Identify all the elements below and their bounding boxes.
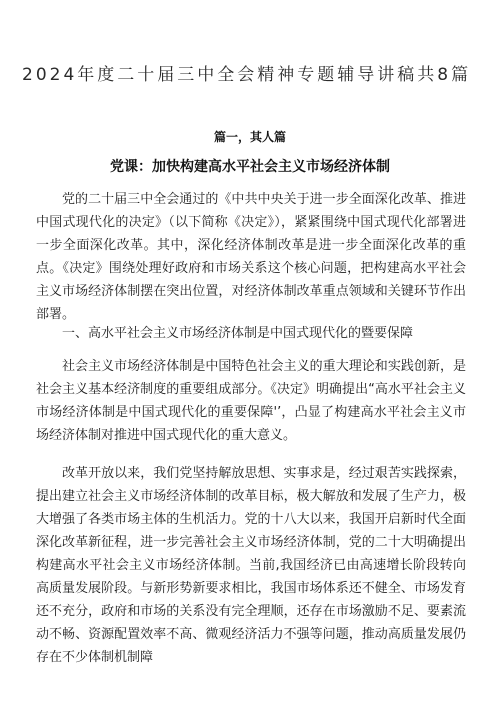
body-paragraph: 社会主义市场经济体制是中国特色社会主义的重大理论和实践创新，是社会主义基本经济制度的重要组成部分。《决定》明确提出“高水平社会主义市场经济体制是中国式现代化的重要保障'’，凸显了构建高水平社会主义市场经济体制对推进中国式现代化的重大意义。 [36,359,466,443]
document-title: 2024年度二十届三中全会精神专题辅导讲稿共8篇 [22,65,472,85]
subsection-heading: 一、高水平社会主义市场经济体制是中国式现代化的暨要保障 [62,326,414,341]
body-paragraph: 改革开放以来，我们党坚持解放思想、实事求是，经过艰苦实践探索，提出建立社会主义市场经济体制的改革目标，极大解放和发展了生产力，极大增强了各类市场主体的生机活力。党的十八大以来，我国开启新时代全面深化改革新征程，进一步完善社会主义市场经济体制，党的二十大明确提出构建高水平社会主义市场经济体制。当前,我国经济已由高速增长阶段转向高质量发展阶段。与新形势新要求相比，我国市场体系还不健全、市场发育还不充分，政府和市场的关系没有完全理顺，还存在市场激励不足、要素流动不畅、资源配置效率不高、微观经济活力不强等问题，推动高质量发展仍存在不少体制机制障 [36,466,466,665]
section-heading: 篇一，其人篇 [213,130,286,144]
body-paragraph: 党的二十届三中全会通过的《中共中央关于进一步全面深化改革、推进中国式现代化的决定》（以下简称《决定》），紧紧围绕中国式现代化部署进一步全面深化改革。其中，深化经济体制改革是进一步全面深化改革的重点。《决定》围绕处理好政府和市场关系这个核心问题，把构建高水平社会主义市场经济体制摆在突出位置，对经济体制改革重点领域和关键环节作出部署。 [36,192,466,322]
lecture-title: 党课：加快构建高水平社会主义市场经济体制 [110,159,390,175]
